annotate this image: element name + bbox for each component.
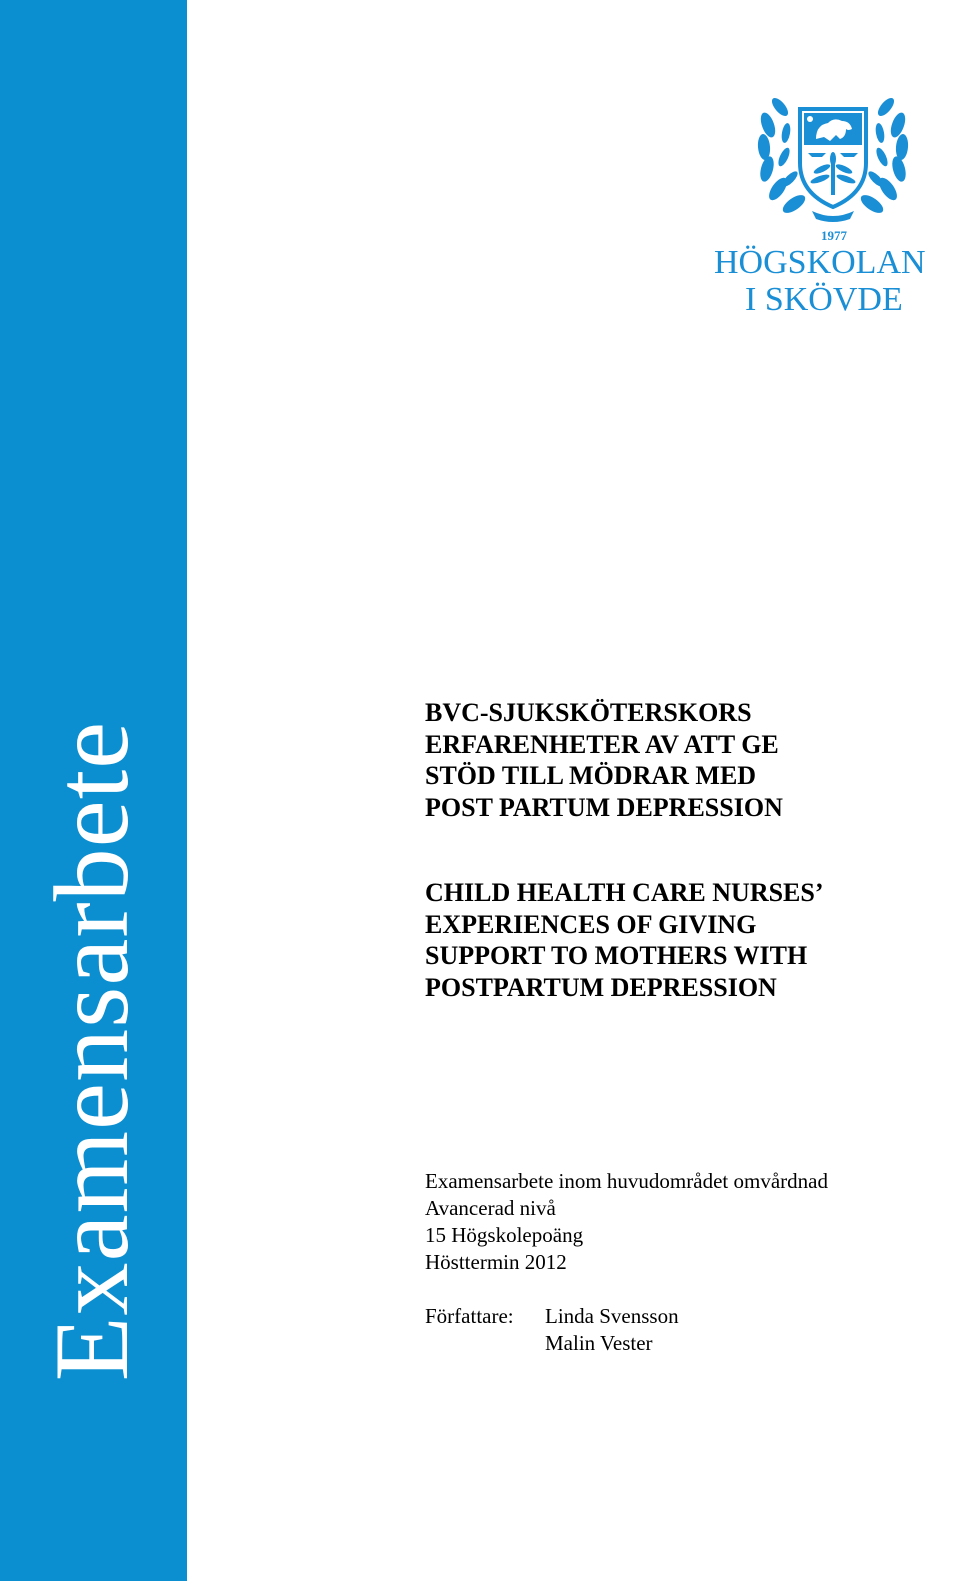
subject-line: Examensarbete inom huvudområdet omvårdnad	[425, 1169, 828, 1193]
title-swedish	[425, 697, 925, 823]
title-english	[425, 877, 925, 1003]
author-name: Linda Svensson	[545, 1304, 679, 1328]
side-band	[0, 0, 187, 1581]
level-line: Avancerad nivå	[425, 1196, 556, 1220]
logo-wordmark-line1: HÖGSKOLAN	[714, 244, 926, 281]
title-swedish-line: ERFARENHETER AV ATT GE	[425, 729, 779, 759]
term-line: Hösttermin 2012	[425, 1250, 567, 1274]
university-logo	[714, 85, 954, 320]
crest-icon	[750, 85, 916, 225]
side-label: Examensarbete	[33, 720, 150, 1382]
logo-year: 1977	[821, 228, 847, 243]
title-english-line: CHILD HEALTH CARE NURSES’	[425, 878, 824, 907]
title-swedish-line: BVC-SJUKSKÖTERSKORS	[425, 698, 752, 727]
title-swedish-line: POST PARTUM DEPRESSION	[425, 792, 783, 822]
author-names	[545, 1303, 679, 1357]
thesis-info	[425, 1168, 828, 1276]
logo-wordmark-line2: I SKÖVDE	[745, 281, 903, 318]
title-english-line: SUPPORT TO MOTHERS WITH	[425, 941, 808, 970]
credits-line: 15 Högskolepoäng	[425, 1223, 584, 1247]
title-swedish-line: STÖD TILL MÖDRAR MED	[425, 761, 757, 790]
title-english-line: POSTPARTUM DEPRESSION	[425, 972, 777, 1002]
title-english-line: EXPERIENCES OF GIVING	[425, 909, 757, 939]
author-name: Malin Vester	[545, 1331, 653, 1355]
authors-label: Författare:	[425, 1304, 514, 1328]
